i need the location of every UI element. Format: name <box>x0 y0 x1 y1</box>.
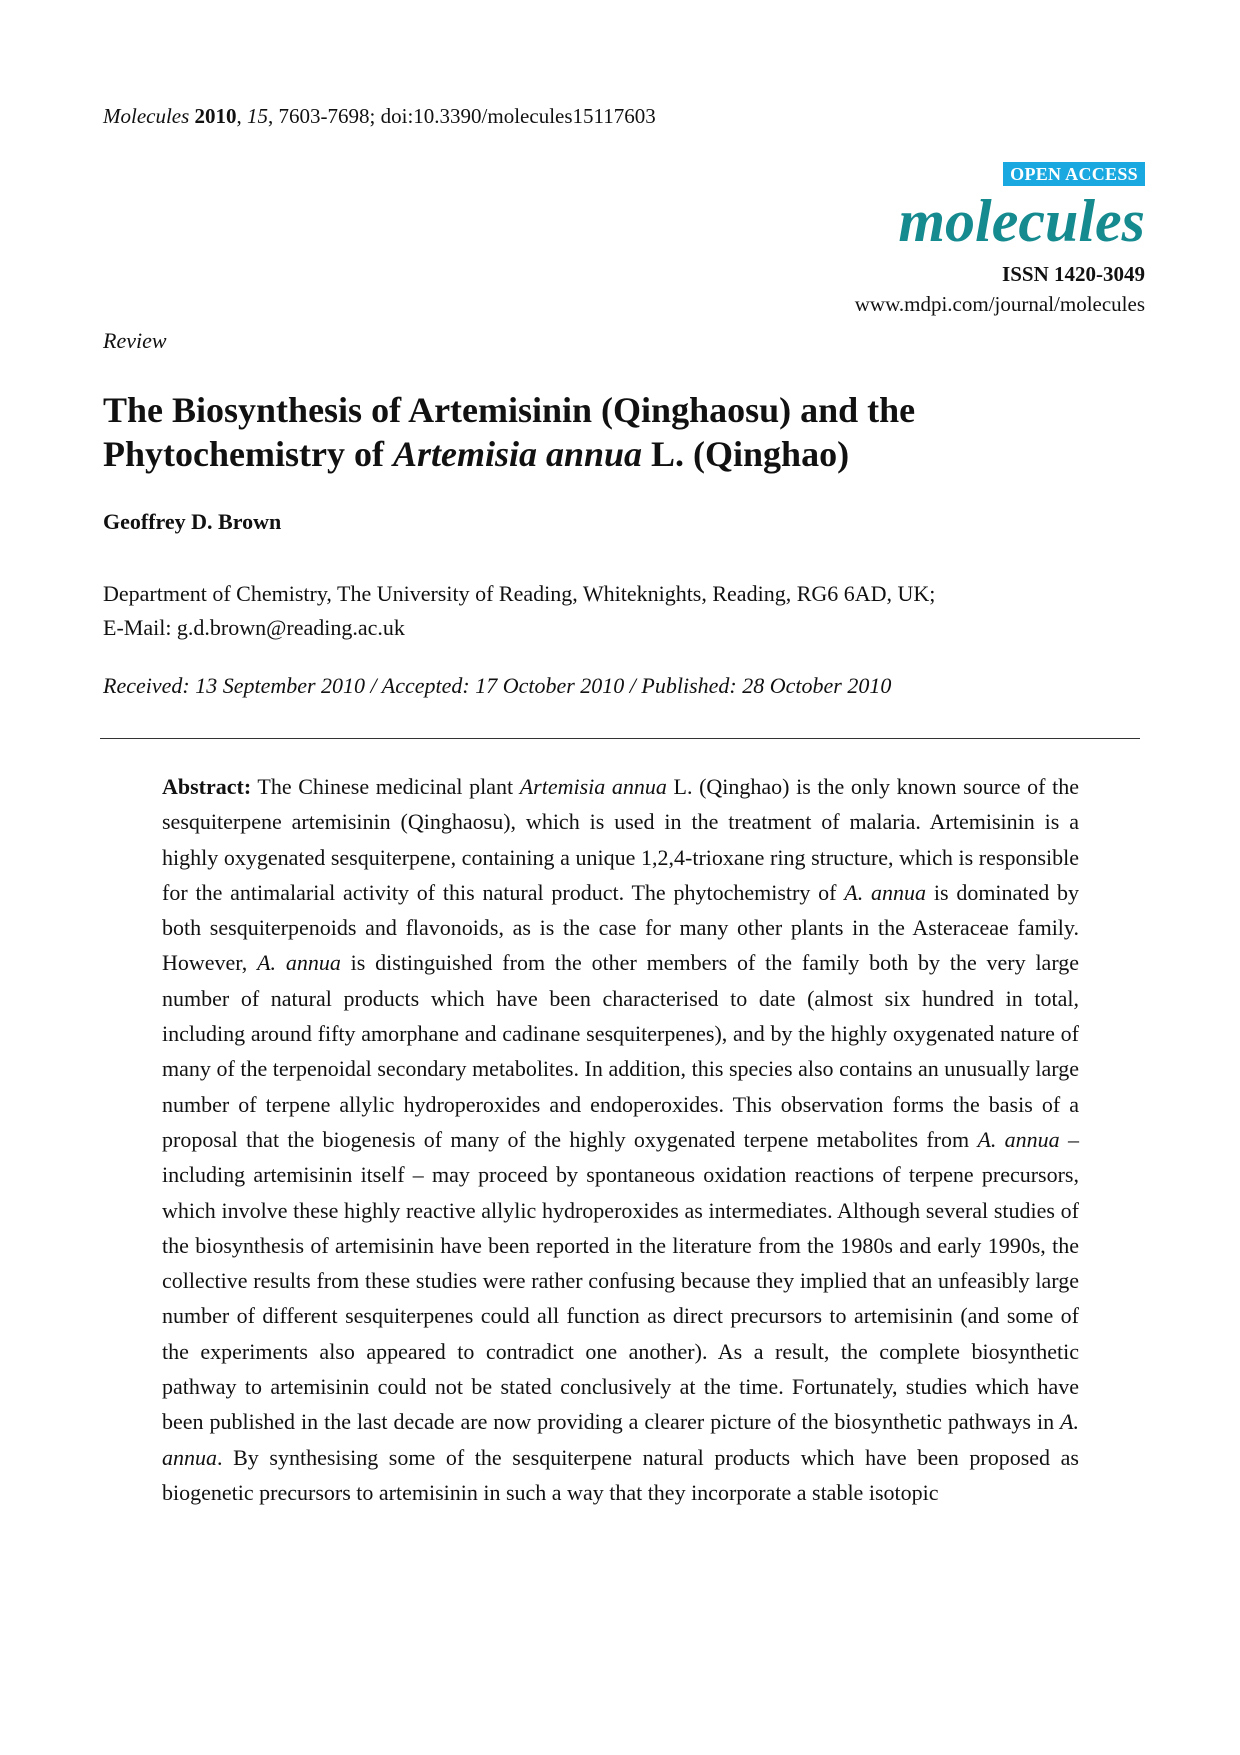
divider <box>100 738 1140 739</box>
affiliation-line: Department of Chemistry, The University of Reading, Whiteknights, Reading, RG6 6AD, UK; <box>103 581 936 606</box>
abstract-text: is dominated by both sesquiterpenoids and flavonoids, as is the case for many other plants in the Asteraceae family. However, <box>162 879 1079 976</box>
journal-logo: molecules <box>898 188 1145 254</box>
journal-url[interactable]: www.mdpi.com/journal/molecules <box>854 292 1145 316</box>
journal-short: Molecules <box>103 104 190 128</box>
abstract-text: The Chinese medicinal plant <box>251 774 520 799</box>
citation-line: Molecules 2010, 15, 7603-7698; doi:10.3390/molecules15117603 <box>103 104 656 128</box>
species-name: A. annua <box>162 1409 1079 1470</box>
species-name: A. annua <box>844 879 927 905</box>
title-part-2: L. (Qinghao) <box>642 434 850 474</box>
species-name: A. annua <box>257 950 341 976</box>
article-type: Review <box>103 328 167 353</box>
abstract-text: L. (Qinghao) is the only known source of the sesquiterpene artemisinin (Qinghaosu), which is used in the treatment of malaria. Artemisinin is a highly oxygenated sesquiterpene, containing a unique 1,2,4-trioxane ring structure, which is responsible for the antimalarial activity of this natural product. The phytochemistry of <box>162 774 1079 905</box>
issn: ISSN 1420-3049 <box>1002 262 1145 286</box>
citation-year: 2010 <box>194 104 237 128</box>
title-italic: Artemisia annua <box>392 434 643 474</box>
citation-pages-doi: , 7603-7698; doi:10.3390/molecules15117603 <box>268 104 656 128</box>
species-name: A. annua <box>977 1126 1060 1152</box>
abstract <box>162 769 1079 1510</box>
citation-volume: 15 <box>247 104 269 128</box>
article-title <box>103 388 1143 476</box>
species-name: Artemisia annua <box>519 774 667 799</box>
email-line[interactable]: E-Mail: g.d.brown@reading.ac.uk <box>103 615 405 640</box>
title-part-1: The Biosynthesis of Artemisinin (Qinghaosu) and the Phytochemistry of <box>103 390 916 474</box>
abstract-label: Abstract: <box>162 774 252 799</box>
open-access-badge: OPEN ACCESS <box>1003 162 1145 186</box>
abstract-text: . By synthesising some of the sesquiterpene natural products which have been proposed as biogenetic precursors to artemisinin in such a way that they incorporate a stable isotopic <box>162 1444 1079 1505</box>
author-name: Geoffrey D. Brown <box>103 509 282 534</box>
abstract-text: is distinguished from the other members of the family both by the very large number of natural products which have been characterised to date (almost six hundred in total, including around fifty amorphane and cadinane sesquiterpenes), and by the highly oxygenated nature of many of the terpenoidal secondary metabolites. In addition, this species also contains an unusually large number of terpene allylic hydroperoxides and endoperoxides. This observation forms the basis of a proposal that the biogenesis of many of the highly oxygenated terpene metabolites from <box>162 950 1080 1152</box>
publication-dates: Received: 13 September 2010 / Accepted: 17 October 2010 / Published: 28 October 2010 <box>103 673 892 698</box>
abstract-text: – including artemisinin itself – may proceed by spontaneous oxidation reactions of terpene precursors, which involve these highly reactive allylic hydroperoxides as intermediates. Although several studies of the biosynthesis of artemisinin have been reported in the literature from the 1980s and early 1990s, the collective results from these studies were rather confusing because they implied that an unfeasibly large number of different sesquiterpenes could all function as direct precursors to artemisinin (and some of the experiments also appeared to contradict one another). As a result, the complete biosynthetic pathway to artemisinin could not be stated conclusively at the time. Fortunately, studies which have been published in the last decade are now providing a clearer picture of the biosynthetic pathways in <box>162 1126 1079 1435</box>
affiliation <box>103 577 935 645</box>
